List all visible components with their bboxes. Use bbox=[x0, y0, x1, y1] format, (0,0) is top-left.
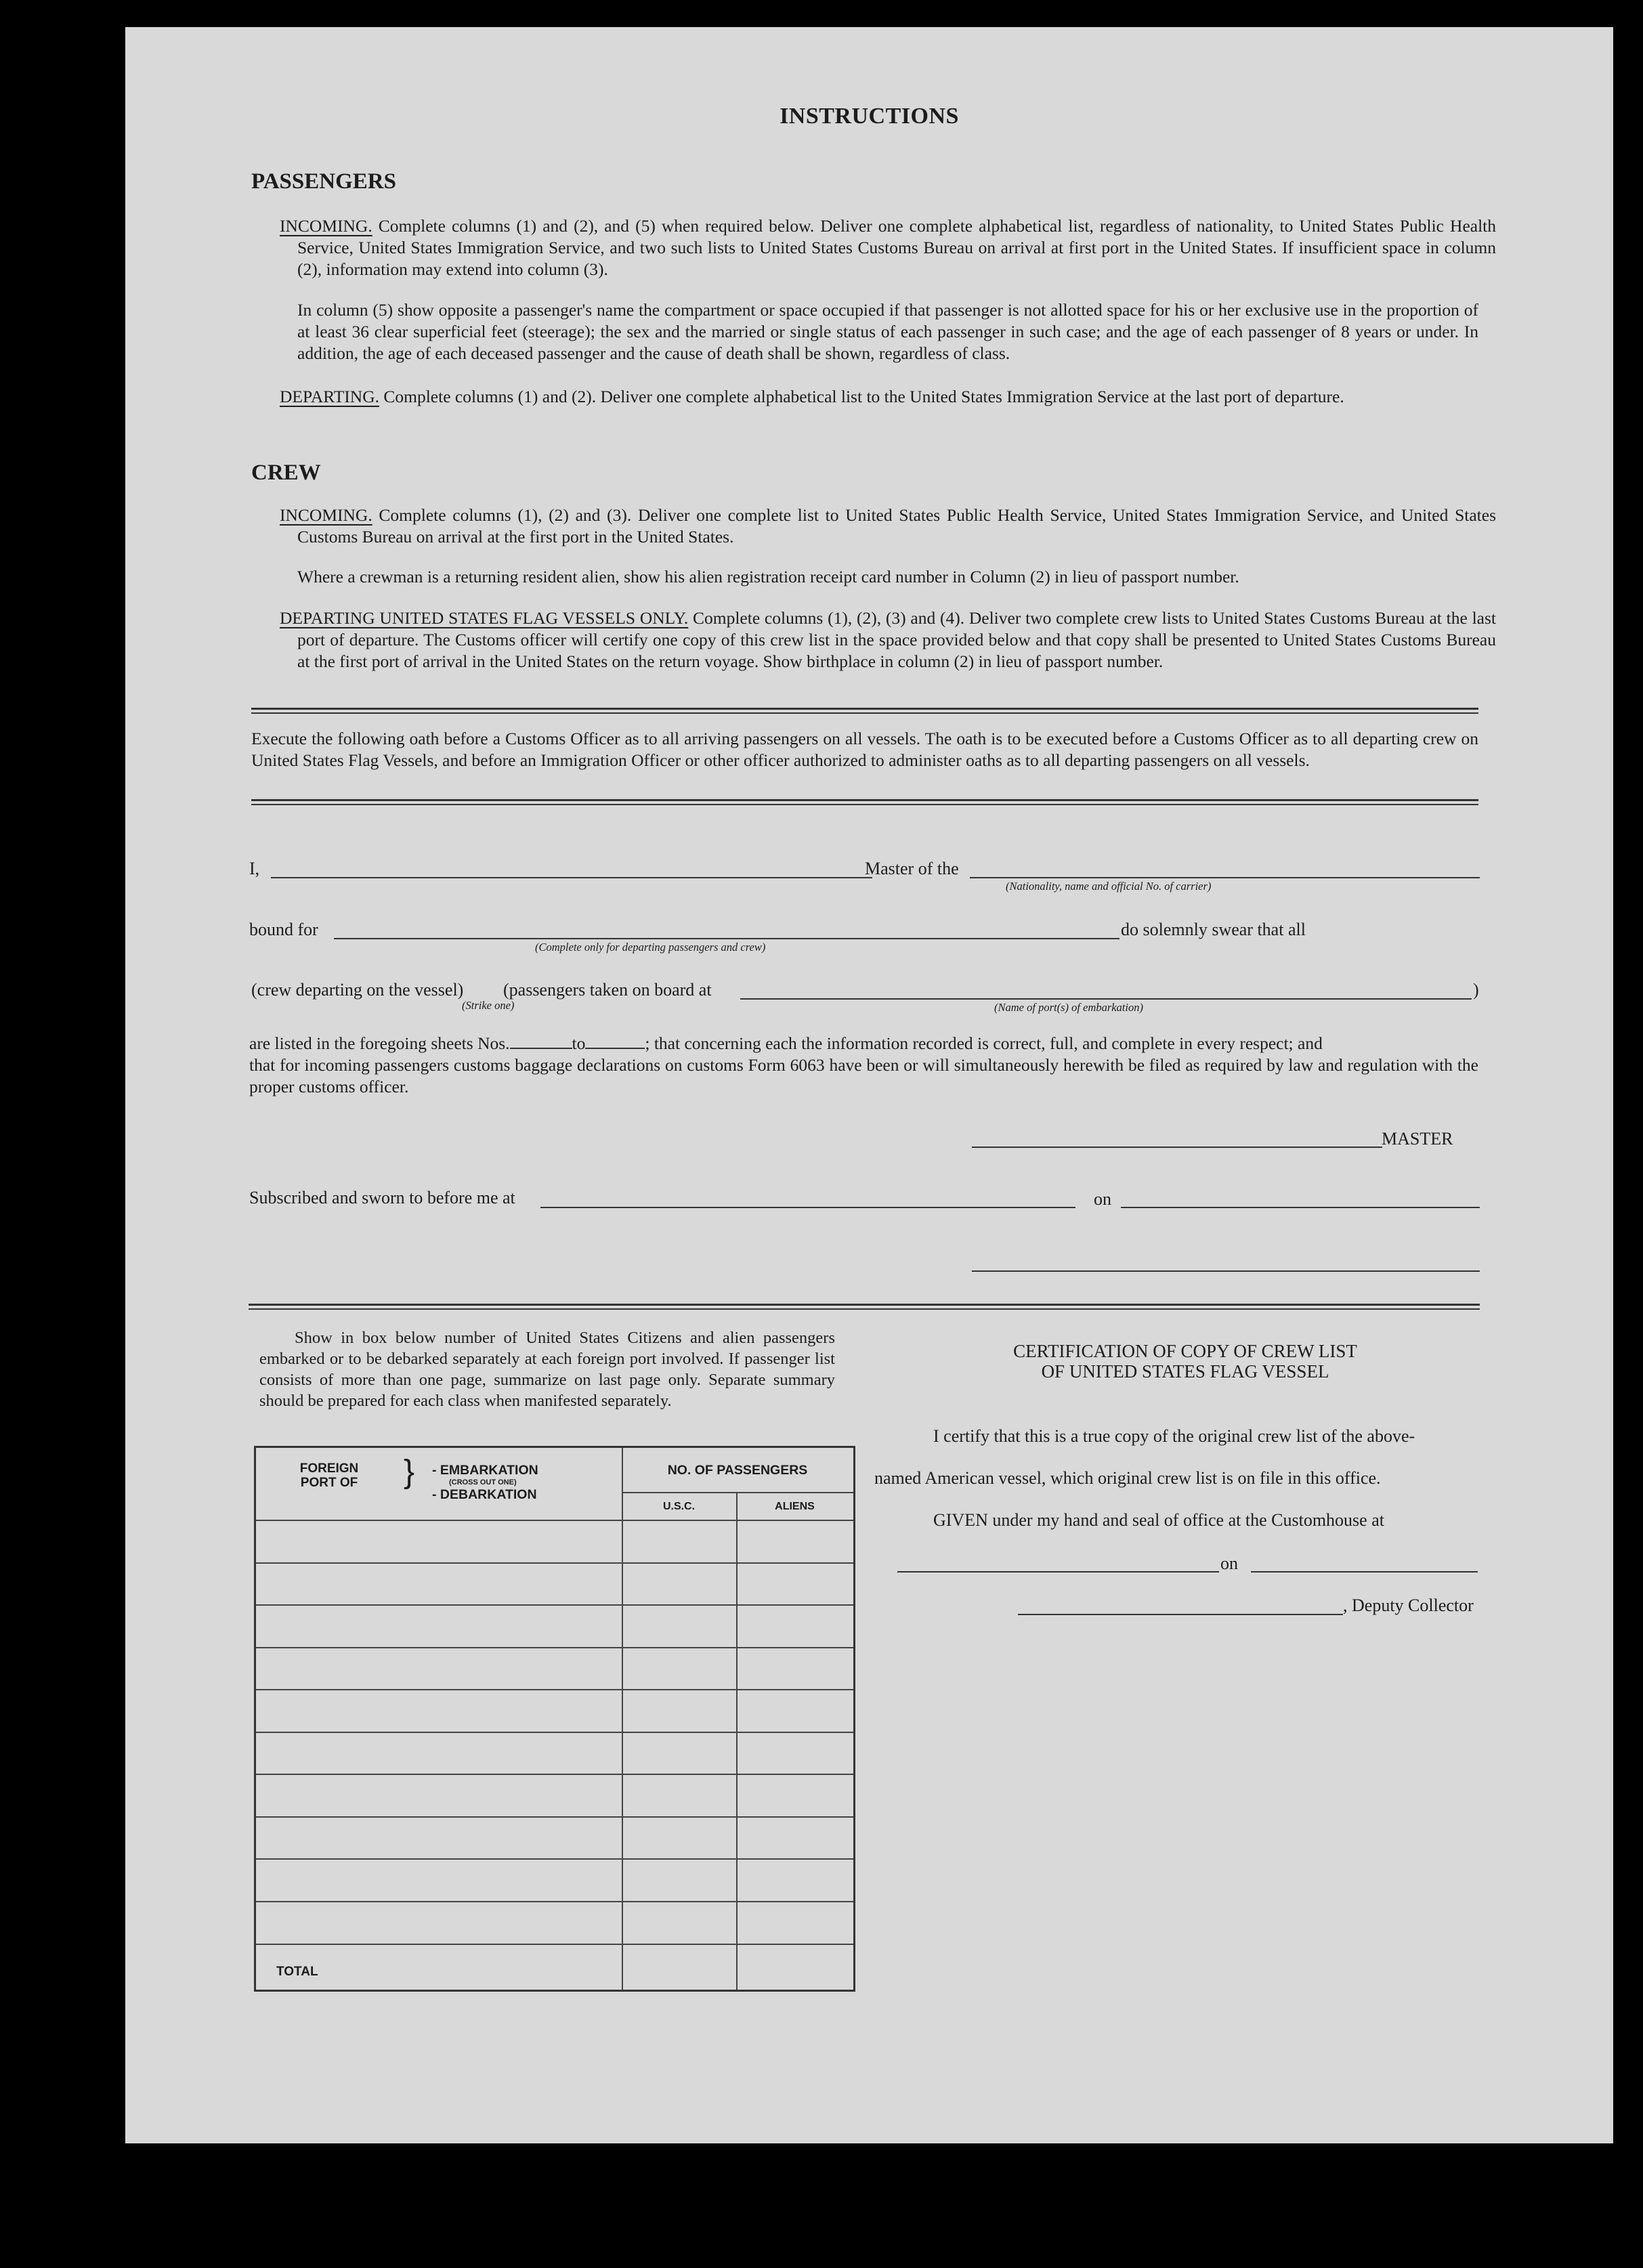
form-sheet bbox=[125, 27, 1613, 2143]
close-paren: ) bbox=[1473, 980, 1479, 1000]
listed-text-1: are listed in the foregoing sheets Nos. bbox=[249, 1033, 510, 1053]
crew-resident-paragraph: Where a crewman is a returning resident alien, show his alien registration receipt card number in Column (2) in lieu of passport number. bbox=[297, 567, 1239, 586]
passengers-departing-label: DEPARTING. bbox=[280, 387, 379, 406]
table-row[interactable] bbox=[256, 1689, 853, 1690]
crew-departing-label: DEPARTING UNITED STATES FLAG VESSELS ONLY. bbox=[280, 608, 689, 628]
certification-title-2: OF UNITED STATES FLAG VESSEL bbox=[1041, 1361, 1329, 1382]
swear-label: do solemnly swear that all bbox=[1121, 920, 1306, 939]
table-row[interactable] bbox=[256, 1858, 853, 1860]
table-row[interactable] bbox=[256, 1732, 853, 1733]
crew-departing-paragraph bbox=[280, 607, 1496, 672]
cross-out-note: (CROSS OUT ONE) bbox=[449, 1478, 517, 1486]
passengers-incoming-text: Complete columns (1) and (2), and (5) when required below. Deliver one complete alphabetical list, regardless of nationality, to United States Public Health Service, United States Immigration Service, and two such lists to United States Customs Bureau on arrival at first port in the United States. If insufficient space in column (2), information may extend into column (3). bbox=[297, 216, 1497, 279]
foreign-port-header: FOREIGN PORT OF bbox=[299, 1461, 359, 1490]
crew-incoming-label: INCOMING. bbox=[280, 505, 372, 525]
table-divider bbox=[736, 1492, 738, 1990]
passengers-incoming-paragraph bbox=[280, 215, 1496, 280]
sheet-from-line[interactable] bbox=[510, 1034, 572, 1049]
crew-heading: CREW bbox=[251, 461, 321, 485]
passengers-departing-text: Complete columns (1) and (2). Deliver one complete alphabetical list to the United States Immigration Service at the last port of departure. bbox=[383, 387, 1344, 406]
bound-for-line[interactable] bbox=[334, 938, 1119, 939]
table-divider bbox=[622, 1448, 623, 1990]
certification-date-line[interactable] bbox=[1251, 1571, 1478, 1572]
certification-on-label: on bbox=[1220, 1554, 1238, 1573]
subscribed-on-label: on bbox=[1094, 1189, 1111, 1209]
crew-incoming-paragraph bbox=[280, 505, 1496, 548]
debarkation-option[interactable]: - DEBARKATION bbox=[432, 1487, 537, 1502]
given-text: GIVEN under my hand and seal of office at the Customhouse at bbox=[933, 1510, 1384, 1530]
subscribed-label: Subscribed and sworn to before me at bbox=[249, 1188, 515, 1207]
passengers-departing-paragraph bbox=[280, 386, 1496, 408]
master-signature-line[interactable] bbox=[972, 1147, 1382, 1148]
page-title: INSTRUCTIONS bbox=[780, 104, 959, 129]
strike-one-caption: (Strike one) bbox=[462, 999, 515, 1012]
listed-to-label: to bbox=[572, 1033, 586, 1053]
oath-intro-paragraph: Execute the following oath before a Customs Officer as to all arriving passengers on all vessels. The oath is to be executed before a Customs Officer as to all departing crew on United States Flag Vessels, and before an Immigration Officer or other officer authorized to administer oaths as to all departing passengers on all vessels. bbox=[251, 729, 1478, 770]
master-of-label: Master of the bbox=[865, 859, 959, 878]
passengers-incoming-label: INCOMING. bbox=[280, 216, 372, 236]
table-row[interactable] bbox=[256, 1944, 853, 1945]
bound-for-caption: (Complete only for departing passengers and crew) bbox=[535, 941, 766, 954]
crew-incoming-text: Complete columns (1), (2) and (3). Deliver one complete list to United States Public Health Service, United States Immigration Service, and United States Customs Bureau on arrival at the first port in the United States. bbox=[297, 505, 1496, 547]
listed-sheets-line bbox=[249, 1033, 1478, 1054]
aliens-header: ALIENS bbox=[775, 1501, 815, 1512]
subscribed-place-line[interactable] bbox=[540, 1207, 1075, 1208]
double-rule bbox=[249, 1304, 1480, 1310]
bound-for-label: bound for bbox=[249, 920, 318, 939]
deputy-signature-line[interactable] bbox=[1018, 1614, 1343, 1615]
certification-title-1: CERTIFICATION OF COPY OF CREW LIST bbox=[1013, 1341, 1357, 1361]
passengers-taken-option: (passengers taken on board at bbox=[503, 980, 712, 1000]
table-row[interactable] bbox=[256, 1647, 853, 1648]
listed-text-2: ; that concerning each the information recorded is correct, full, and complete in every respect; and bbox=[645, 1033, 1323, 1053]
customhouse-line[interactable] bbox=[897, 1571, 1219, 1572]
carrier-line[interactable] bbox=[970, 877, 1480, 878]
table-row[interactable] bbox=[256, 1774, 853, 1775]
crew-departing-option: (crew departing on the vessel) bbox=[251, 980, 464, 1000]
sheet-to-line[interactable] bbox=[585, 1034, 645, 1049]
certify-text-2: named American vessel, which original crew list is on file in this office. bbox=[874, 1468, 1381, 1488]
subscribed-date-line[interactable] bbox=[1121, 1207, 1480, 1208]
table-row[interactable] bbox=[256, 1816, 853, 1818]
table-divider bbox=[622, 1492, 853, 1493]
deputy-collector-label: , Deputy Collector bbox=[1343, 1596, 1474, 1615]
ports-caption: (Name of port(s) of embarkation) bbox=[994, 1001, 1143, 1014]
total-label: TOTAL bbox=[276, 1965, 318, 1979]
table-row[interactable] bbox=[256, 1604, 853, 1606]
carrier-caption: (Nationality, name and official No. of carrier) bbox=[1006, 880, 1212, 893]
passengers-heading: PASSENGERS bbox=[251, 169, 396, 194]
officer-signature-line[interactable] bbox=[972, 1270, 1480, 1272]
certify-text-1: I certify that this is a true copy of the original crew list of the above- bbox=[933, 1426, 1415, 1446]
embarkation-option[interactable]: - EMBARKATION bbox=[432, 1463, 538, 1478]
crew-departing-text: Complete columns (1), (2), (3) and (4). Deliver two complete crew lists to United States Customs Bureau at the last port of departure. The Customs officer will certify one copy of this crew list in the space provided below and that copy shall be presented to United States Customs Bureau at the first port of arrival in the United States on the return voyage. Show birthplace in column (2) in lieu of passport number. bbox=[297, 608, 1497, 671]
listed-rest-paragraph: that for incoming passengers customs baggage declarations on customs Form 6063 have been or will simultaneously herewith be filed as required by law and regulation with the proper customs officer. bbox=[249, 1055, 1478, 1096]
brace: } bbox=[404, 1454, 415, 1490]
table-divider bbox=[256, 1520, 853, 1521]
no-of-passengers-header: NO. OF PASSENGERS bbox=[667, 1463, 808, 1478]
master-name-line[interactable] bbox=[271, 877, 872, 878]
double-rule bbox=[251, 799, 1478, 805]
double-rule bbox=[251, 708, 1478, 714]
table-row[interactable] bbox=[256, 1901, 853, 1902]
passengers-column5-paragraph: In column (5) show opposite a passenger's name the compartment or space occupied if that passenger is not allotted space for his or her exclusive use in the proportion of at least 36 clear superficial feet (steerage); the sex and the married or single status of each passenger in such case; and the age of each passenger of 8 years or under. In addition, the age of each deceased passenger and the cause of death shall be shown, regardless of class. bbox=[297, 300, 1478, 363]
embarkation-ports-line[interactable] bbox=[740, 998, 1472, 1000]
oath-i-label: I, bbox=[249, 859, 260, 878]
usc-header: U.S.C. bbox=[662, 1501, 696, 1512]
summary-note: Show in box below number of United States Citizens and alien passengers embarked or to be debarked separately at each foreign port involved. If passenger list consists of more than one page, summarize on last page only. Separate summary should be prepared for each class when manifested separately. bbox=[259, 1329, 835, 1410]
table-row[interactable] bbox=[256, 1562, 853, 1564]
master-label: MASTER bbox=[1382, 1129, 1453, 1149]
passenger-summary-table bbox=[254, 1446, 855, 1992]
